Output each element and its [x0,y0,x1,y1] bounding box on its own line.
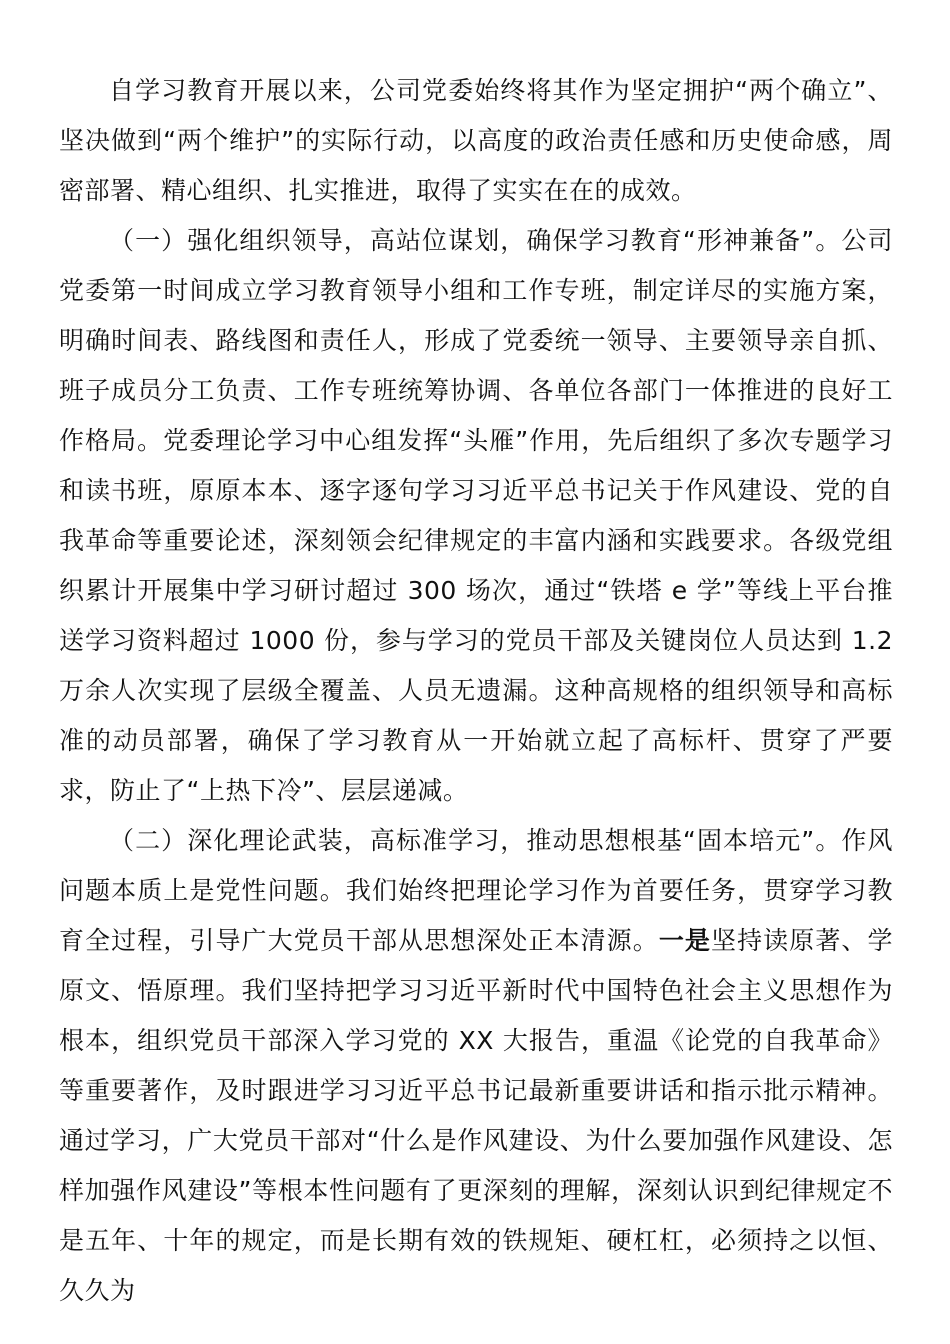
paragraph-section-two-body: 坚持读原著、学原文、悟原理。我们坚持把学习习近平新时代中国特色社会主义思想作为根本，组织党员干部深入学习党的 XX 大报告，重温《论党的自我革命》等重要著作，及时跟进学习习近平总书记最新重要讲话和指示批示精神。通过学习，广大党员干部对“什么是作风建设、为什么要加强作风建设、怎样加强作风建设”等根本性问题有了更深刻的理解，深刻认识到纪律规定不是五年、十年的规定，而是长期有效的铁规矩、硬杠杠，必须持之以恒、久久为 [59,926,893,1305]
paragraph-section-two-lead: （二）深化理论武装，高标准学习，推动思想根基“固本培元”。作风问题本质上是党性问题。我们始终把理论学习作为首要任务，贯穿学习教育全过程，引导广大党员干部从思想深处正本清源。 [59,826,893,955]
paragraph-section-one: （一）强化组织领导，高站位谋划，确保学习教育“形神兼备”。公司党委第一时间成立学习教育领导小组和工作专班，制定详尽的实施方案，明确时间表、路线图和责任人，形成了党委统一领导、主要领导亲自抓、班子成员分工负责、工作专班统筹协调、各单位各部门一体推进的良好工作格局。党委理论学习中心组发挥“头雁”作用，先后组织了多次专题学习和读书班，原原本本、逐字逐句学习习近平总书记关于作风建设、党的自我革命等重要论述，深刻领会纪律规定的丰富内涵和实践要求。各级党组织累计开展集中学习研讨超过 300 场次，通过“铁塔 e 学”等线上平台推送学习资料超过 1000 份，参与学习的党员干部及关键岗位人员达到 1.2 万余人次实现了层级全覆盖、人员无遗漏。这种高规格的组织领导和高标准的动员部署，确保了学习教育从一开始就立起了高标杆、贯穿了严要求，防止了“上热下冷”、层层递减。 [59,226,893,805]
paragraph-section-two [59,816,893,1316]
emphasis-first-point: 一是 [658,926,711,955]
paragraph-intro: 自学习教育开展以来，公司党委始终将其作为坚定拥护“两个确立”、坚决做到“两个维护”的实际行动，以高度的政治责任感和历史使命感，周密部署、精心组织、扎实推进，取得了实实在在的成效。 [59,76,893,205]
document-body [59,66,893,1316]
